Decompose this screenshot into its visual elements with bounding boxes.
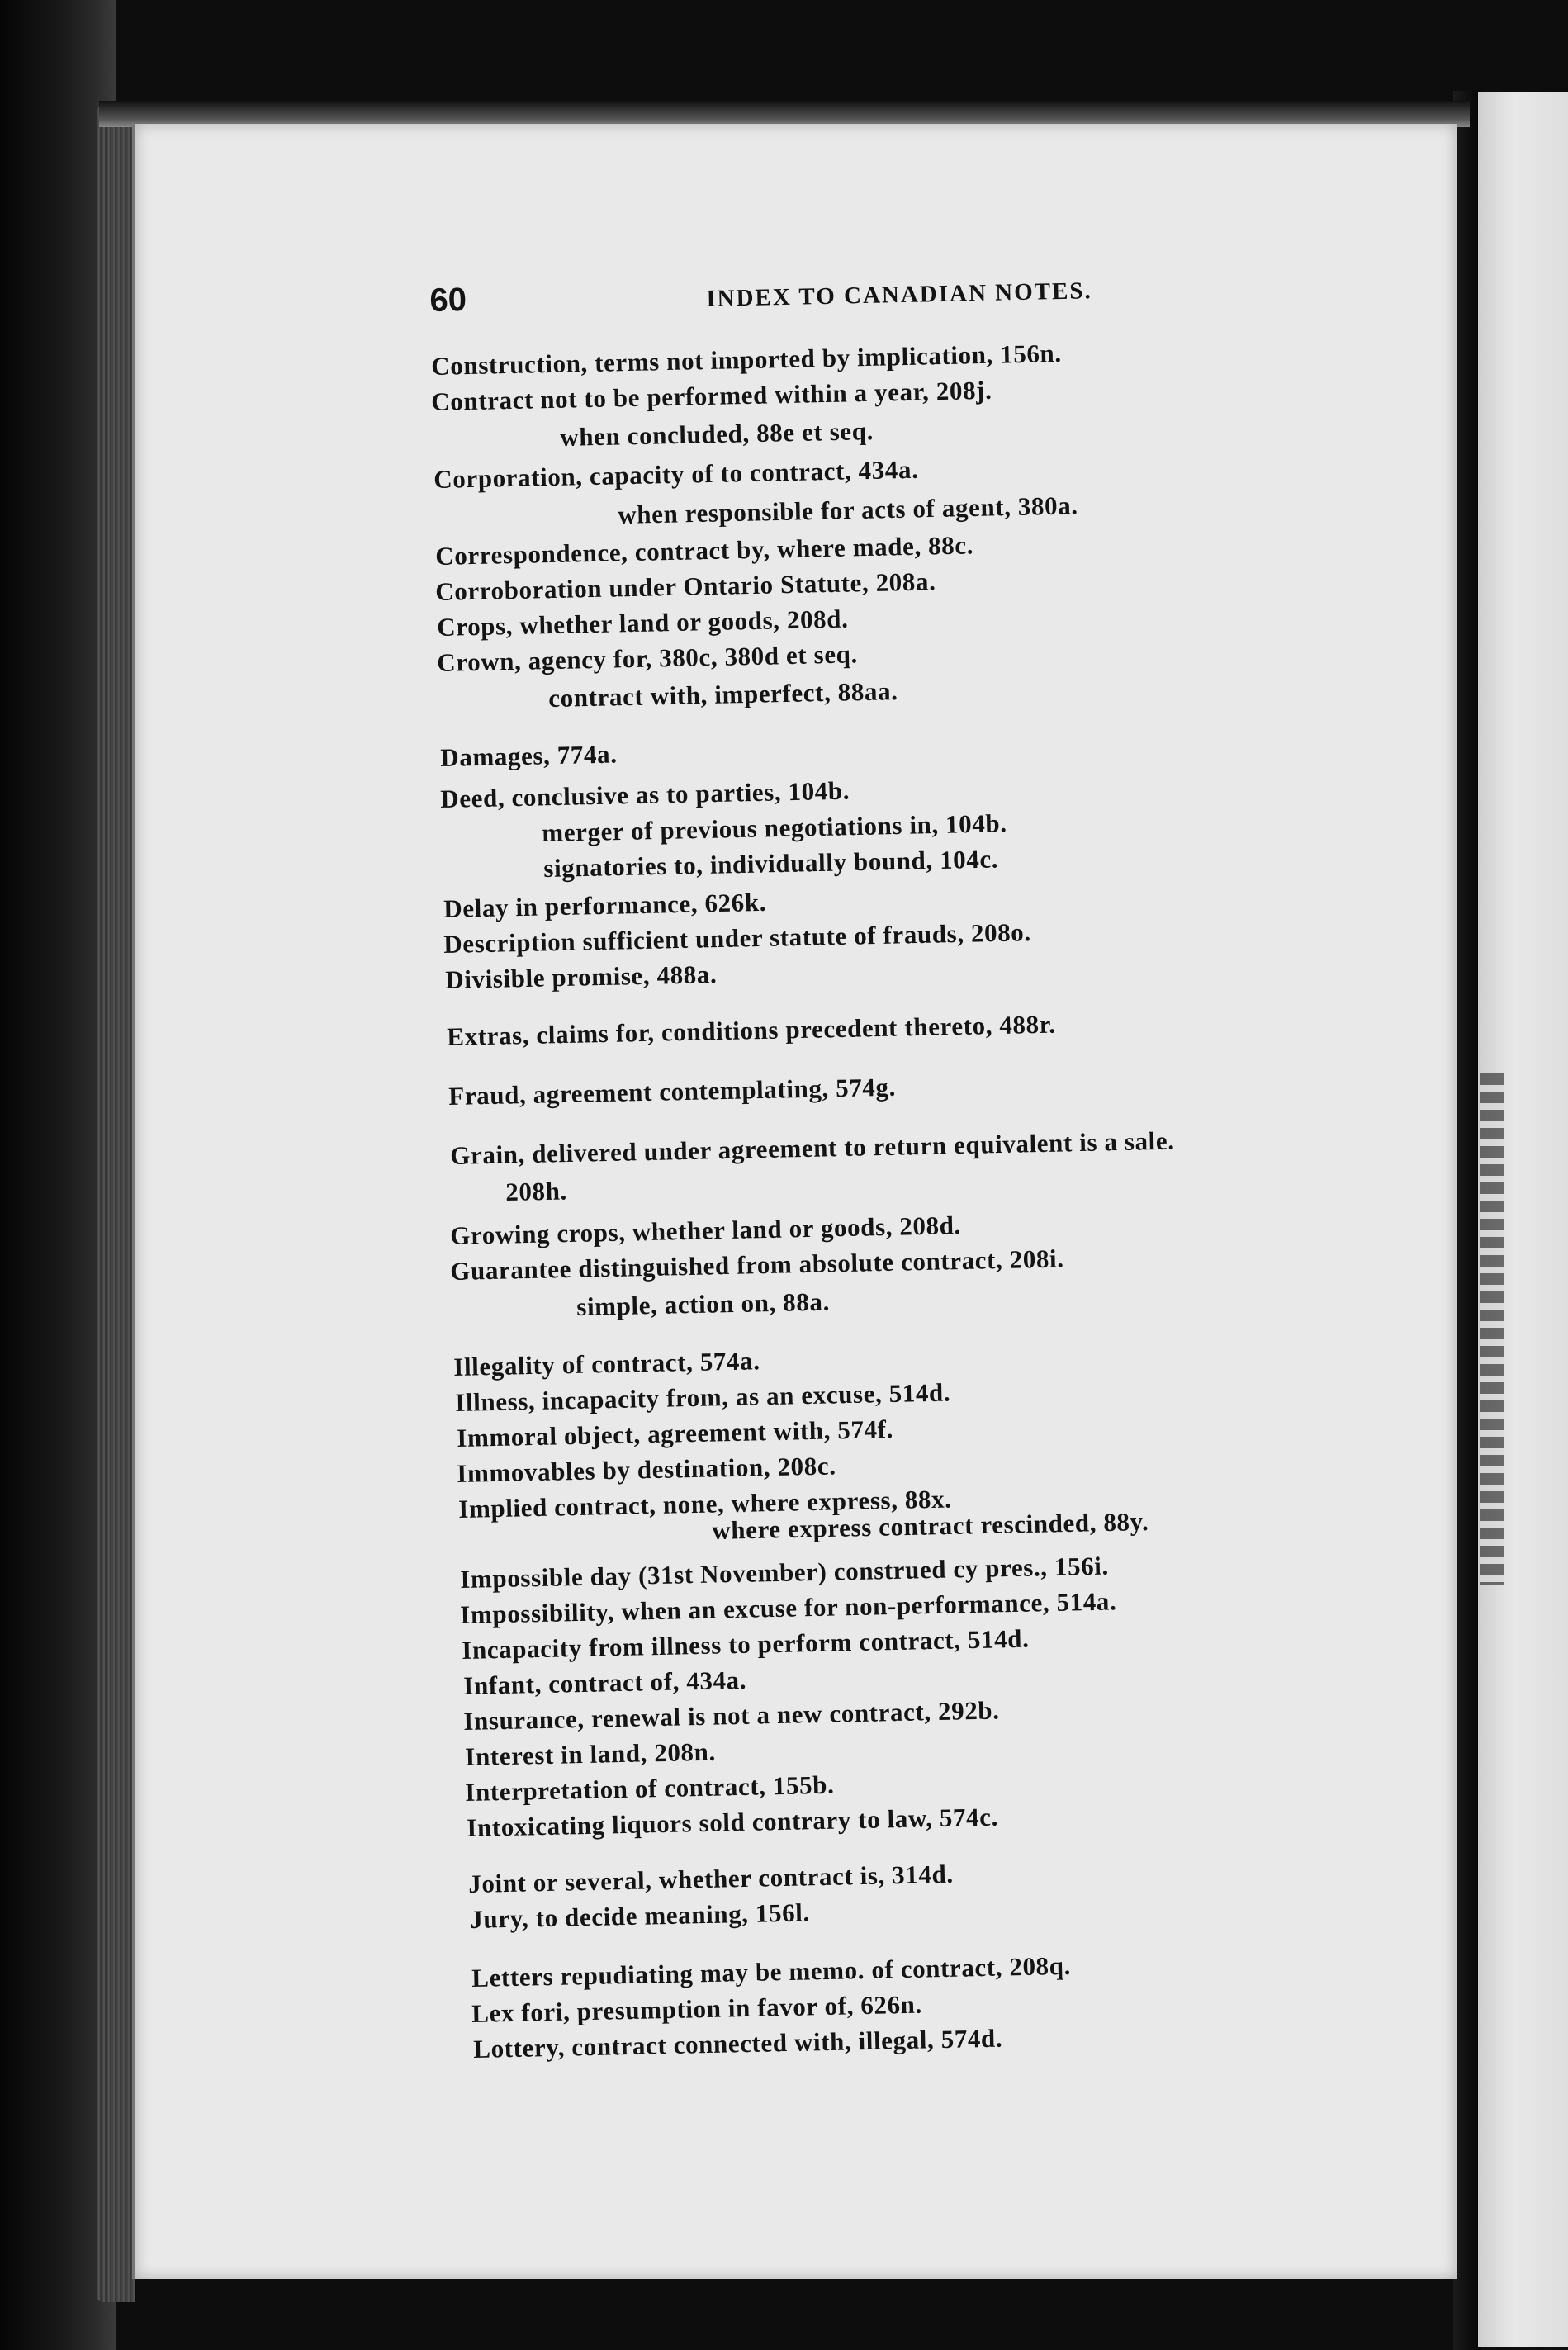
index-entry: Damages, 774a. [439, 739, 618, 772]
running-head: INDEX TO CANADIAN NOTES. [706, 277, 1093, 312]
page-edges [97, 106, 135, 2302]
index-entry: Implied contract, none, where express, 88x. [457, 1484, 952, 1523]
index-subentry: contract with, imperfect, 88aa. [547, 676, 898, 713]
index-entry: Impossible day (31st November) construed cy pres., 156i. [459, 1551, 1110, 1594]
index-entry: Lottery, contract connected with, illegal, 574d. [472, 2023, 1003, 2063]
index-entry: Crown, agency for, 380c, 380d et seq. [436, 639, 859, 677]
index-entry: Corroboration under Ontario Statute, 208a. [434, 566, 936, 606]
index-entry: Description sufficient under statute of frauds, 208o. [443, 917, 1032, 959]
index-entry: Growing crops, whether land or goods, 208d. [449, 1211, 962, 1250]
index-entry: Construction, terms not imported by implication, 156n. [430, 339, 1063, 381]
index-subentry: simple, action on, 88a. [576, 1286, 831, 1321]
index-entry: Lex fori, presumption in favor of, 626n. [471, 1989, 923, 2028]
index-entry: Illegality of contract, 574a. [452, 1346, 760, 1381]
index-entry: Immovables by destination, 208c. [456, 1451, 836, 1488]
index-entry: Jury, to decide meaning, 156l. [469, 1898, 811, 1934]
index-entry: Illness, incapacity from, as an excuse, 514d. [454, 1377, 951, 1417]
page-number: 60 [429, 282, 467, 319]
index-entry: Immoral object, agreement with, 574f. [456, 1414, 894, 1452]
index-entry: Deed, conclusive as to parties, 104b. [439, 775, 850, 813]
index-entry: Contract not to be performed within a year, 208j. [430, 375, 992, 416]
index-entry: Insurance, renewal is not a new contract, 292b. [462, 1695, 1000, 1736]
index-entry: Incapacity from illness to perform contract, 514d. [461, 1623, 1030, 1665]
index-entry: Impossibility, when an excuse for non-performance, 514a. [459, 1586, 1117, 1629]
index-entry: Fraud, agreement contemplating, 574g. [448, 1072, 897, 1111]
index-entry: Joint or several, whether contract is, 314d. [467, 1859, 955, 1898]
index-continuation: 208h. [505, 1176, 568, 1206]
index-entry: Divisible promise, 488a. [444, 959, 718, 994]
index-entry: Guarantee distinguished from absolute contract, 208i. [449, 1244, 1064, 1286]
index-entry: Infant, contract of, 434a. [462, 1665, 747, 1700]
index-entry: Intoxicating liquors sold contrary to law, 574c. [466, 1802, 999, 1842]
index-entry: Delay in performance, 626k. [443, 887, 767, 923]
index-entry: Crops, whether land or goods, 208d. [436, 604, 849, 642]
index-entry: Corporation, capacity of to contract, 434a. [433, 454, 919, 494]
index-subentry: when responsible for acts of agent, 380a. [617, 490, 1078, 529]
index-entry: Interpretation of contract, 155b. [464, 1770, 835, 1807]
index-subentry: where express contract rescinded, 88y. [711, 1506, 1149, 1545]
page-sheet [132, 124, 1457, 2279]
index-subentry: signatories to, individually bound, 104c. [542, 844, 999, 883]
book-gutter [1453, 91, 1481, 2350]
index-subentry: merger of previous negotiations in, 104b. [541, 808, 1007, 847]
index-entry: Letters repudiating may be memo. of contract, 208q. [471, 1950, 1072, 1992]
index-entry: Correspondence, contract by, where made, 88c. [434, 530, 974, 571]
torn-page-edge [1480, 1073, 1504, 1585]
index-entry: Extras, claims for, conditions precedent thereto, 488r. [446, 1009, 1056, 1051]
index-entry: Interest in land, 208n. [464, 1736, 717, 1771]
index-entry: Grain, delivered under agreement to return equivalent is a sale. [449, 1125, 1175, 1170]
index-subentry: when concluded, 88e et seq. [559, 416, 874, 452]
